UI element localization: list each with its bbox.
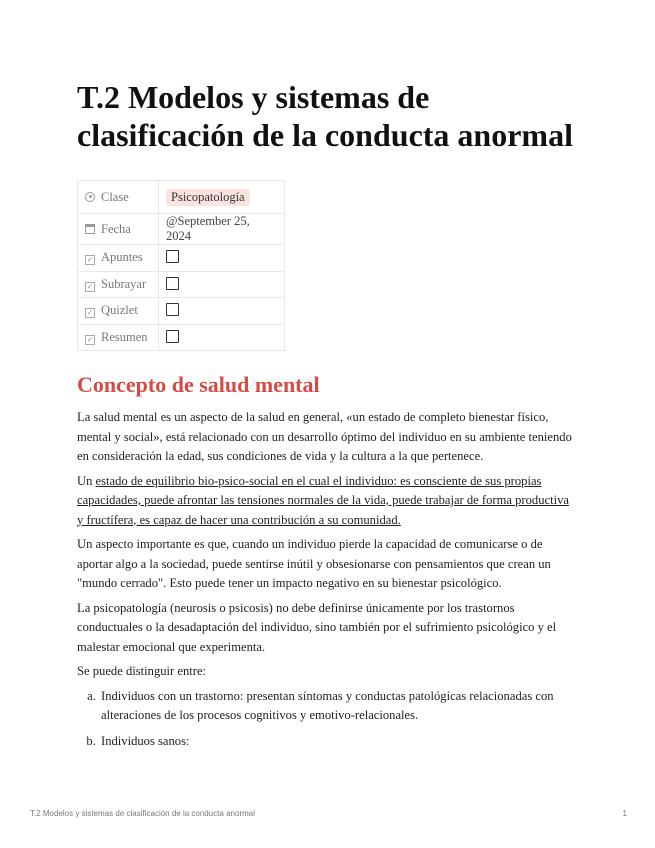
class-tag[interactable]: Psicopatología	[166, 189, 250, 206]
quizlet-checkbox[interactable]	[166, 303, 179, 316]
checkbox-icon: ✓	[86, 281, 94, 291]
underlined-text: estado de equilibrio bio-psico-social en el cual el individuo: es consciente de sus propias capacidades, puede afrontar las tensiones normales de la vida, puede trabajar de forma productiva y fructífera, es capaz de hacer una contribución a su comunidad.	[77, 473, 569, 527]
paragraph: Se puede distinguir entre:	[77, 664, 207, 678]
paragraph: La psicopatología (neurosis o psicosis) no debe definirse únicamente por los trastornos conductuales o la desadaptación del individuo, sino también por el sufrimiento psicológico y el malestar emocional que experimenta.	[77, 600, 557, 654]
date-value[interactable]: @September 25, 2024	[166, 214, 250, 243]
list-item: a. Individuos con un trastorno: presentan síntomas y conductas patológicas relacionadas con alteraciones de los procesos cognitivos y emotivo-relacionales.	[99, 687, 572, 726]
apuntes-checkbox[interactable]	[166, 250, 179, 263]
checkbox-icon: ✓	[86, 308, 94, 318]
section-heading: Concepto de salud mental	[77, 372, 320, 397]
list-item: b. Individuos sanos:	[99, 732, 572, 752]
page-title: T.2 Modelos y sistemas de clasificación de la conducta anormal	[77, 79, 573, 153]
properties-table	[77, 180, 285, 351]
section-body	[77, 408, 572, 757]
checkbox-icon: ✓	[86, 334, 94, 344]
property-key: Fecha	[101, 221, 131, 236]
circle-dot-icon	[85, 192, 95, 202]
page-number: 1	[622, 809, 627, 818]
page-footer	[30, 809, 627, 818]
property-key: Subrayar	[101, 276, 147, 291]
property-row-subrayar	[78, 271, 285, 298]
property-row-clase	[78, 181, 285, 214]
property-row-fecha	[78, 214, 285, 245]
checkbox-icon: ✓	[86, 255, 94, 265]
footer-title: T.2 Modelos y sistemas de clasificación de la conducta anormal	[30, 809, 255, 818]
property-key: Quizlet	[101, 303, 138, 318]
subrayar-checkbox[interactable]	[166, 277, 179, 290]
paragraph: Un estado de equilibrio bio-psico-social en el cual el individuo: es consciente de sus propias capacidades, puede afrontar las tensiones normales de la vida, puede trabajar de forma productiva y fructífera, es capaz de hacer una contribución a su comunidad.	[77, 473, 569, 527]
property-row-resumen	[78, 324, 285, 351]
paragraph: Un aspecto importante es que, cuando un individuo pierde la capacidad de comunicarse o de aportar algo a la sociedad, puede sentirse inútil y obsesionarse con pensamientos que crean un "mundo cerrado". Esto puede tener un impacto negativo en su bienestar psicológico.	[77, 537, 551, 590]
property-key: Clase	[101, 189, 129, 204]
property-key: Resumen	[101, 329, 148, 344]
property-key: Apuntes	[101, 250, 143, 265]
property-row-apuntes	[78, 245, 285, 272]
property-row-quizlet	[78, 298, 285, 325]
resumen-checkbox[interactable]	[166, 330, 179, 343]
ordered-list	[77, 687, 572, 752]
calendar-icon	[85, 224, 95, 234]
paragraph: La salud mental es un aspecto de la salud en general, «un estado de completo bienestar físico, mental y social», está relacionado con un desarrollo óptimo del individuo en su ambiente teniendo en consideración la edad, sus condiciones de vida y la cultura a la que pertenece.	[77, 410, 572, 463]
